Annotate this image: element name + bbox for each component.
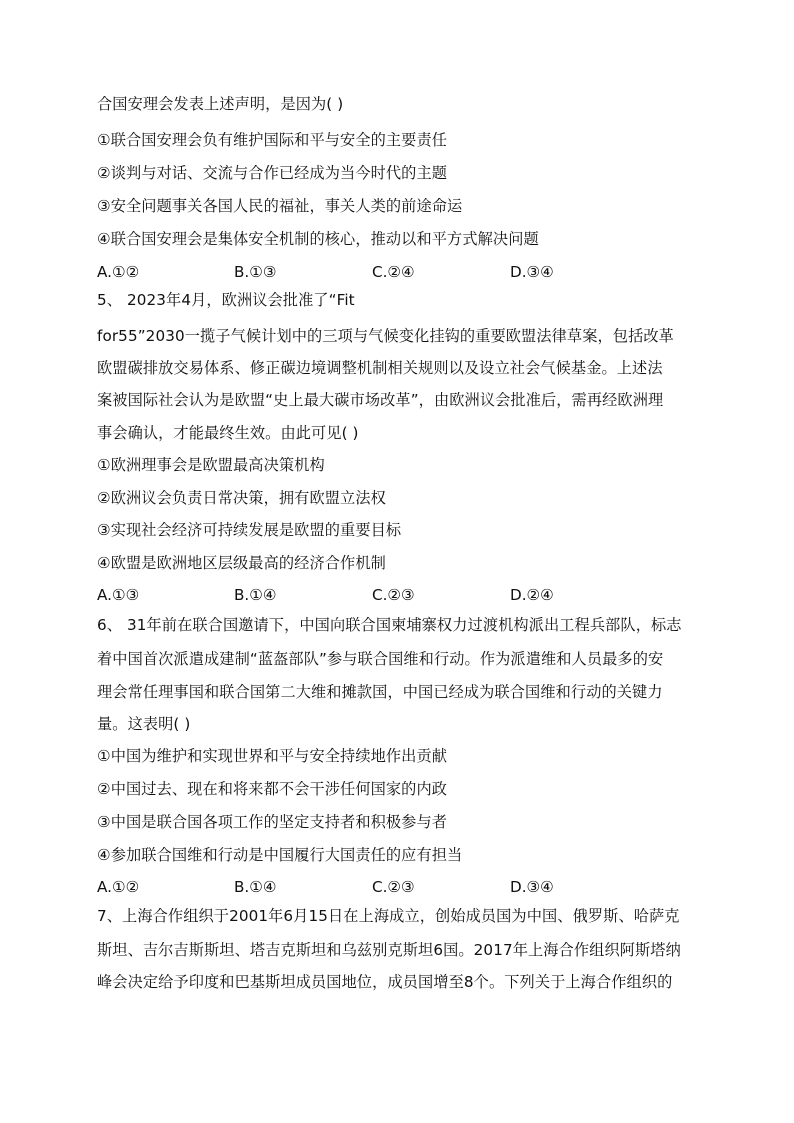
q5-option-a: A.①③ [97, 586, 140, 604]
q5-option-b: B.①④ [234, 586, 277, 604]
q6-item-3: ③中国是联合国各项工作的坚定支持者和积极参与者 [97, 813, 448, 831]
q5-item-2: ②欧洲议会负责日常决策，拥有欧盟立法权 [97, 489, 386, 507]
q4-option-c: C.②④ [372, 263, 415, 281]
q4-options [97, 262, 697, 282]
q6-option-d: D.③④ [510, 878, 554, 896]
q7-stem-line-2: 斯坦、吉尔吉斯斯坦、塔吉克斯坦和乌兹别克斯坦6国。2017年上海合作组织阿斯塔纳 [97, 941, 681, 959]
q7-stem-line-3: 峰会决定给予印度和巴基斯坦成员国地位，成员国增至8个。下列关于上海合作组织的 [97, 973, 673, 991]
q6-options [97, 877, 697, 897]
q5-item-3: ③实现社会经济可持续发展是欧盟的重要目标 [97, 521, 402, 539]
q4-option-d: D.③④ [510, 263, 554, 281]
q5-option-d: D.②④ [510, 586, 554, 604]
q5-options [97, 585, 697, 605]
q6-option-c: C.②③ [372, 878, 415, 896]
q4-item-1: ①联合国安理会负有维护国际和平与安全的主要责任 [97, 131, 448, 149]
q6-stem-line-1: 6、 31年前在联合国邀请下，中国向联合国柬埔寨权力过渡机构派出工程兵部队，标志 [97, 616, 682, 634]
q6-option-b: B.①④ [234, 878, 277, 896]
q6-option-a: A.①② [97, 878, 140, 896]
q4-item-3: ③安全问题事关各国人民的福祉，事关人类的前途命运 [97, 197, 463, 215]
q4-option-b: B.①③ [234, 263, 277, 281]
q4-item-2: ②谈判与对话、交流与合作已经成为当今时代的主题 [97, 164, 448, 182]
q6-stem-line-3: 理会常任理事国和联合国第二大维和摊款国，中国已经成为联合国维和行动的关键力 [97, 683, 663, 701]
q4-option-a: A.①② [97, 263, 140, 281]
q6-item-4: ④参加联合国维和行动是中国履行大国责任的应有担当 [97, 846, 463, 864]
q6-item-2: ②中国过去、现在和将来都不会干涉任何国家的内政 [97, 780, 448, 798]
q5-item-4: ④欧盟是欧洲地区层级最高的经济合作机制 [97, 554, 386, 572]
q5-item-1: ①欧洲理事会是欧盟最高决策机构 [97, 456, 325, 474]
q6-stem-line-4: 量。这表明( ) [97, 715, 191, 733]
q5-option-c: C.②③ [372, 586, 415, 604]
q6-item-1: ①中国为维护和实现世界和平与安全持续地作出贡献 [97, 747, 448, 765]
q5-stem-line-4: 案被国际社会认为是欧盟“史上最大碳市场改革”，由欧洲议会批准后，需再经欧洲理 [97, 391, 664, 409]
q7-stem-line-1: 7、上海合作组织于2001年6月15日在上海成立，创始成员国为中国、俄罗斯、哈萨克 [97, 907, 680, 925]
q5-stem-line-5: 事会确认，才能最终生效。由此可见( ) [97, 424, 359, 442]
q5-stem-line-3: 欧盟碳排放交易体系、修正碳边境调整机制相关规则以及设立社会气候基金。上述法 [97, 359, 663, 377]
q6-stem-line-2: 着中国首次派遣成建制“蓝盔部队”参与联合国维和行动。作为派遣维和人员最多的安 [97, 650, 664, 668]
q4-item-4: ④联合国安理会是集体安全机制的核心，推动以和平方式解决问题 [97, 230, 539, 248]
q4-stem-tail: 合国安理会发表上述声明，是因为( ) [97, 95, 344, 113]
q5-stem-line-1: 5、 2023年4月，欧洲议会批准了“Fit [97, 291, 355, 309]
q5-stem-line-2: for55”2030一揽子气候计划中的三项与气候变化挂钩的重要欧盟法律草案，包括改革 [97, 327, 674, 345]
